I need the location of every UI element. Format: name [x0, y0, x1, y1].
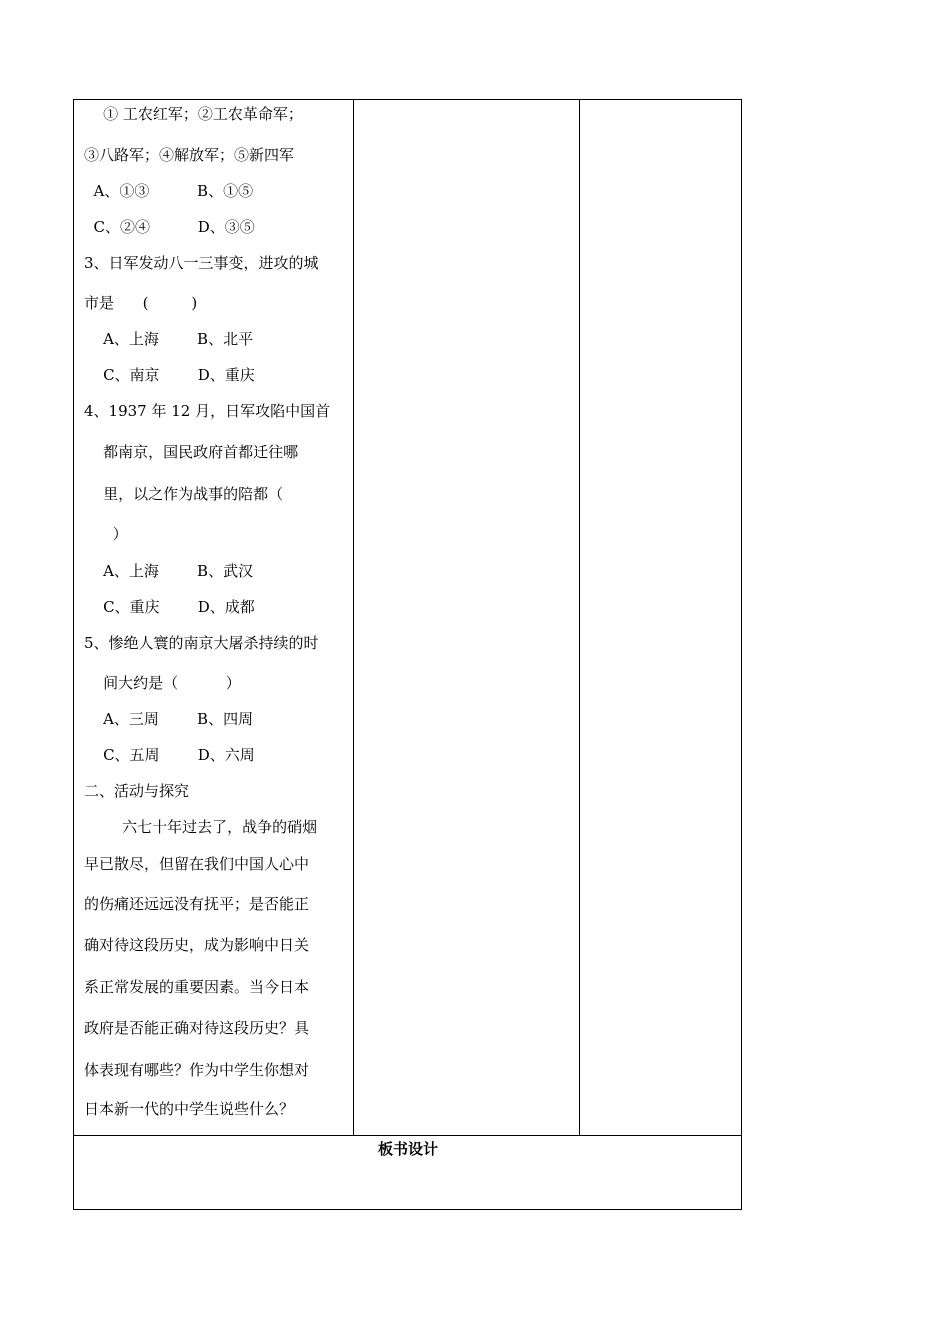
- table-bottom-border: [73, 1209, 742, 1210]
- text-line: 里，以之作为战事的陪都（: [84, 485, 284, 503]
- text-line: A、上海 B、武汉: [84, 562, 254, 580]
- text-line: ）: [84, 525, 128, 543]
- table-right-border: [741, 99, 742, 1210]
- text-line: C、②④ D、③⑤: [84, 218, 255, 236]
- text-line: ① 工农红军；②工农革命军；: [84, 105, 303, 123]
- text-line: 确对待这段历史，成为影响中日关: [84, 936, 310, 954]
- table-left-border: [73, 99, 74, 1210]
- text-line: 的伤痛还远远没有抚平；是否能正: [84, 895, 310, 913]
- text-line: 4、1937 年 12 月，日军攻陷中国首: [84, 402, 331, 420]
- text-line: 5、惨绝人寰的南京大屠杀持续的时: [84, 634, 319, 652]
- table-col-divider-2: [579, 99, 580, 1136]
- text-line: 体表现有哪些？作为中学生你想对: [84, 1061, 310, 1079]
- text-line: C、重庆 D、成都: [84, 598, 255, 616]
- text-line: 二、活动与探究: [84, 782, 190, 800]
- text-line: 政府是否能正确对待这段历史？具: [84, 1019, 310, 1037]
- text-line: ③八路军；④解放军；⑤新四军: [84, 146, 295, 164]
- text-line: 市是 ( ): [84, 294, 198, 312]
- text-line: C、南京 D、重庆: [84, 366, 255, 384]
- text-line: 日本新一代的中学生说些什么？: [84, 1100, 295, 1118]
- board-design-title: 板书设计: [377, 1140, 438, 1158]
- text-line: 六七十年过去了，战争的硝烟: [84, 818, 318, 836]
- text-line: 3、日军发动八一三事变，进攻的城: [84, 254, 319, 272]
- table-top-border: [73, 99, 742, 100]
- text-line: 早已散尽，但留在我们中国人心中: [84, 855, 310, 873]
- table-divider: [73, 1135, 742, 1136]
- text-line: C、五周 D、六周: [84, 746, 255, 764]
- table-col-divider-1: [353, 99, 354, 1136]
- text-line: A、①③ B、①⑤: [84, 182, 254, 200]
- text-line: 都南京，国民政府首都迁往哪: [84, 443, 299, 461]
- text-line: A、三周 B、四周: [84, 710, 254, 728]
- text-line: A、上海 B、北平: [84, 330, 254, 348]
- text-line: 间大约是（ ）: [84, 674, 241, 692]
- text-line: 系正常发展的重要因素。当今日本: [84, 978, 310, 996]
